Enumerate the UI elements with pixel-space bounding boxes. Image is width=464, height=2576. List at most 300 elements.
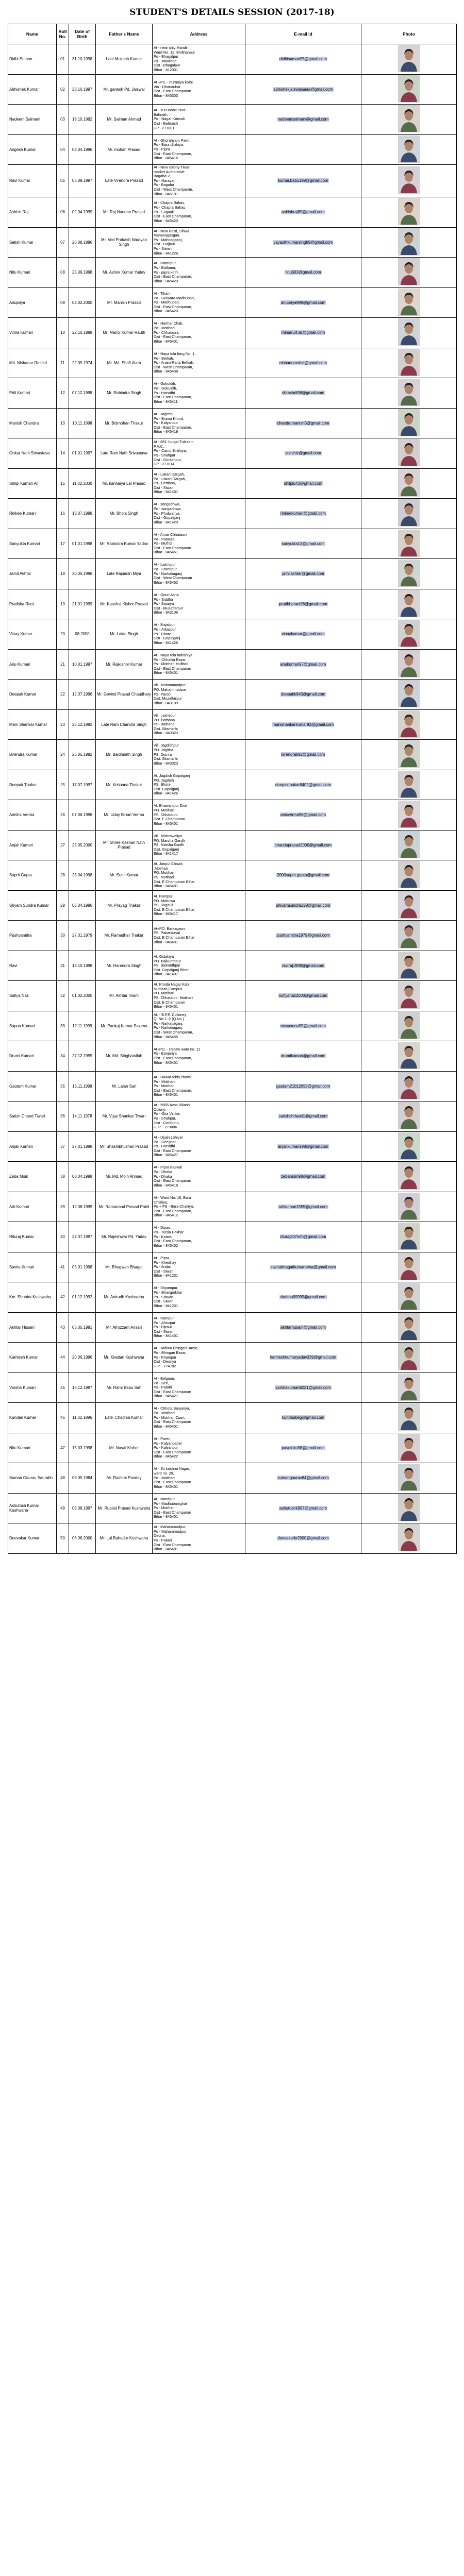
email-link[interactable]: akhtarhusain@gmail.com [280,1325,326,1330]
email-cell [245,1101,361,1132]
roll-number: 03 [57,105,69,135]
email-link[interactable]: raviraj1998@gmail.com [281,963,325,968]
email-cell [245,709,361,740]
email-link[interactable]: sanyukta13@gmail.com [281,541,325,546]
email-link[interactable]: deepakk943@gmail.com [281,692,325,697]
address: At - Amar Chhatauni Po - Pataura Ps - Mufhdi Dist - East Champaran Bihar - 845451 [153,529,245,559]
father-name: Mr. Pankaj Kumar Saxena [96,1011,153,1041]
email-link[interactable]: pavelnitu98@gmail.com [281,1445,325,1450]
email-link[interactable]: vinaykumar@gmail.com [281,632,325,637]
student-photo [398,710,420,738]
address: At - near shiv Mandir, Ward No. 12, Bhikhanpur Po - Bhagalpur Ps - Jokarbad Dist - Bhagalpur Bihar - 812001 [153,44,245,75]
email-link[interactable]: drumikumari@gmail.com [280,1054,326,1059]
date-of-birth: 10.11.1998 [69,408,96,438]
table-row [8,1192,457,1222]
email-link[interactable]: pratibharani98@gmail.com [279,601,327,606]
address: At - Belgaon, Po - Beri, Ps - Patahi Dist - East Champaran Bihar - 845421 [153,1372,245,1403]
photo-cell [361,134,457,165]
email-cell [245,44,361,75]
student-photo [398,620,420,647]
father-name: Mr. Rami Babu Sah [96,1372,153,1403]
shoulders-shape [401,122,417,132]
table-row [8,287,457,318]
email-cell [245,378,361,409]
shoulders-shape [401,998,417,1008]
person-silhouette-icon [399,289,419,315]
father-name: Mr. Salman Ahmad [96,105,153,135]
photo-cell [361,1312,457,1343]
shoulders-shape [401,183,417,193]
table-row [8,438,457,469]
table-row [8,649,457,680]
father-name: Mr. Md. Shafi Alam [96,348,153,378]
shoulders-shape [401,516,417,526]
photo-cell [361,318,457,348]
email-link[interactable]: anukumari97@gmail.com [280,662,326,667]
father-name: Mr. Shashibhushan Prasad [96,1131,153,1162]
person-silhouette-icon [399,439,419,466]
student-photo [398,135,420,163]
email-link[interactable]: rinkeekumari@gmail.com [280,511,326,516]
father-name: Mr. Anirudh Kushwaha [96,1282,153,1313]
roll-number: 32 [57,981,69,1011]
student-name: Pushyamitra [8,921,57,951]
email-cell [245,468,361,499]
person-silhouette-icon [399,560,419,586]
father-name: Mr. Krishana Thakur [96,770,153,800]
table-row [8,1433,457,1463]
father-name: Mr. Kirattan Kushwaha [96,1343,153,1373]
shoulders-shape [401,1029,417,1039]
address: At - Ghorahyam Pakri, Po - Bara chakiya, Ps - Pipra Dist - East Champaran, Bihar - 845416 [153,134,245,165]
roll-number: 31 [57,951,69,981]
student-photo [398,1253,420,1280]
shoulders-shape [401,938,417,948]
address: At - Tadiwa Bhingari Bazar, Po - Bhingari Bazar, Ps - Khampar Dist - Deoriya U.P. - 274702 [153,1343,245,1373]
date-of-birth: 05.09.1997 [69,165,96,197]
father-name: Mr. Rabindra Kumar Yadav [96,529,153,559]
date-of-birth: 12.08.1999 [69,1192,96,1222]
table-row [8,680,457,710]
date-of-birth: 27.07.1997 [69,1222,96,1252]
photo-cell [361,1433,457,1463]
email-link[interactable]: artikumari1555@gmail.com [278,1204,328,1209]
photo-cell [361,1282,457,1313]
person-silhouette-icon [399,741,419,767]
email-link[interactable]: savitabhagatkumarisiwa@gmail.com [270,1264,336,1269]
shoulders-shape [401,1451,417,1461]
email-link[interactable]: anisverma96@gmail.com [280,812,326,818]
student-photo [398,409,420,436]
father-name: Mr. Kaushal Kishor Prasad [96,589,153,619]
student-photo [398,1223,420,1250]
roll-number: 01 [57,44,69,75]
father-name: Late Ram Nath Srivastava [96,438,153,469]
table-row [8,1493,457,1523]
father-name: Mr. Md. Moin Ahmad [96,1162,153,1192]
student-name: Savita Kumari [8,1252,57,1282]
student-photo [398,590,420,617]
table-row [8,408,457,438]
student-name: Sapna Kumari [8,1011,57,1041]
address: At +Po. - Puraniya kothi, Via - Dhanauhar Dist - East Champaran Bihar - 845303 [153,74,245,105]
email-link[interactable]: vayasthkumarsingh9@gmail.com [273,240,333,245]
roll-number: 22 [57,680,69,710]
email-link[interactable]: didhisuman95@gmail.com [279,57,327,61]
email-cell [245,770,361,800]
father-name: Mr. Rashmi Pandey [96,1463,153,1494]
email-link[interactable]: ashishraj89@gmail.com [281,210,325,215]
shoulders-shape [401,908,417,918]
email-link[interactable]: anupriya999@gmail.com [280,300,326,305]
table-row [8,165,457,197]
table-row [8,134,457,165]
shoulders-shape [401,727,417,737]
father-name: Late Rajuddin Miya [96,559,153,589]
father-name: Mr. Baidhnath Singh [96,740,153,770]
roll-number: 30 [57,921,69,951]
student-photo [398,1403,420,1431]
photo-cell [361,951,457,981]
email-link[interactable]: satishchtiwari1@gmail.com [278,1114,328,1119]
shoulders-shape [401,335,417,345]
date-of-birth: 07.06.1996 [69,800,96,831]
address: At. Bhawanipur Zirat PO. Motihari PS. Chhatauni Dist. E Champaran Bihar - 845401 [153,800,245,831]
photo-cell [361,348,457,378]
father-name: Mr. Sunil Kumar [96,860,153,891]
shoulders-shape [401,1420,417,1430]
address: At - Ward No. 16, Bara Chakiya, Po + PS - Bara Chakiya, Dist - East Champaran, Bihar - 845412 [153,1192,245,1222]
student-photo [398,1072,420,1099]
shoulders-shape [401,818,417,827]
table-row [8,1372,457,1403]
email-link[interactable]: jamilakhtar@gmail.com [282,571,324,577]
father-name: Mr. Ramanand Prasad Patel [96,1192,153,1222]
roll-number: 15 [57,468,69,499]
shoulders-shape [401,878,417,888]
date-of-birth: 17.07.1997 [69,770,96,800]
email-cell [245,951,361,981]
student-photo [398,349,420,376]
student-name: Km. Shobha Kushwaha [8,1282,57,1313]
date-of-birth: 26.08.1996 [69,227,96,258]
address: At - New colony Tiwari market Authorative Bagaha-2, Po - Narayan, Ps - Bagaha Dist - West Champaran, Bihar - 845101 [153,165,245,197]
person-silhouette-icon [399,379,419,405]
table-row [8,1222,457,1252]
photo-cell [361,1071,457,1101]
email-link[interactable]: deevakarkr2000@gmail.com [277,1536,329,1541]
table-row [8,468,457,499]
date-of-birth: 08.04.1998 [69,1162,96,1192]
person-silhouette-icon [399,982,419,1008]
roll-number: 40 [57,1222,69,1252]
email-cell [245,408,361,438]
email-link[interactable]: ashutoshk997@gmail.com [279,1505,327,1511]
email-link[interactable]: shrashrit98@gmail.com [281,391,324,396]
shoulders-shape [401,1330,417,1340]
photo-cell [361,709,457,740]
email-link[interactable]: anjalikumaris98@gmail.com [278,1144,328,1149]
address: At - 5665 Avas Vikash Colony, Po - Gita Vatika, Ps - Shahpur, Dist - Gorkhpur, U. P. - 273006 [153,1101,245,1132]
email-link[interactable]: 2000suprit.gupta@gmail.com [277,873,329,878]
photo-cell [361,1372,457,1403]
roll-number: 09 [57,287,69,318]
date-of-birth: 25.12.1992 [69,709,96,740]
shoulders-shape [401,1511,417,1521]
date-of-birth: 20.06.1996 [69,1343,96,1373]
address: At - Laxmipur, Po - Laxmipur, Ps - Narkatiaganj Dist - West Champaran Bihar - 845452 [153,559,245,589]
email-link[interactable]: mssaxena99@gmail.com [280,1023,326,1028]
table-row [8,227,457,258]
date-of-birth: 12.07.1996 [69,680,96,710]
email-link[interactable]: shilpiu43@gmail.com [284,481,323,486]
student-photo [398,680,420,707]
roll-number: 26 [57,800,69,831]
photo-cell [361,165,457,197]
email-cell [245,680,361,710]
photo-cell [361,559,457,589]
email-cell [245,800,361,831]
header-dob: Date of Birth [69,24,96,44]
email-link[interactable]: nadeemsalmani@gmail.com [277,117,329,122]
email-link[interactable]: sumangaurav84@gmail.com [277,1476,329,1481]
shoulders-shape [401,426,417,436]
father-name: Mr. Uday Bihari Verma [96,800,153,831]
email-link[interactable]: chandramanish5@gmail.com [277,420,329,426]
student-name: Onkar Nath Srivastava [8,438,57,469]
table-row [8,197,457,228]
student-photo [398,1464,420,1491]
email-link[interactable]: gautam21012099@gmail.com [276,1083,330,1089]
email-link[interactable]: shivamsundra299@gmail.com [276,903,330,908]
student-name: Nitu Kumari [8,258,57,288]
table-row [8,1282,457,1313]
email-link[interactable]: shobha09999@gmail.com [279,1295,327,1300]
address: At - Gokuldih, Po - Gokuldih, Ps - Harsidhi Dist - East Champaran, Bihar - 845411 [153,378,245,409]
father-name: Mr. mohan Prasad [96,134,153,165]
student-name: Anu Kumari [8,649,57,680]
photo-cell [361,438,457,469]
photo-cell [361,197,457,228]
table-row [8,1131,457,1162]
email-link[interactable]: varshakumari8221@gmail.com [275,1385,331,1390]
table-row [8,74,457,105]
page-title: STUDENT'S DETAILS SESSION (2017-18) [129,7,335,18]
student-name: Abhishek Kumar [8,74,57,105]
email-link[interactable]: kamleshkumaryadav339@gmail.com [270,1355,336,1360]
person-silhouette-icon [399,229,419,255]
student-name: Sanyukta Kumari [8,529,57,559]
email-link[interactable]: pushyamitra1979@gmail.com [276,933,330,938]
roll-number: 19 [57,589,69,619]
student-name: Anupriya [8,287,57,318]
student-name: Suman Gaurav Saurabh [8,1463,57,1494]
email-cell [245,74,361,105]
email-cell [245,1252,361,1282]
student-photo [398,105,420,132]
father-name: Mr. Afrozzam Ansari [96,1312,153,1343]
email-cell [245,1192,361,1222]
student-photo [398,981,420,1009]
father-name: Mr. Ved Prakash Narayan Singh [96,227,153,258]
roll-number: 44 [57,1343,69,1373]
email-link[interactable]: kundanbeg@gmail.com [281,1415,325,1420]
table-row [8,559,457,589]
student-photo [398,530,420,557]
student-photo [398,560,420,587]
table-row [8,1403,457,1433]
student-photo [398,1042,420,1069]
date-of-birth: 27.12.1999 [69,1041,96,1072]
email-link[interactable]: chandaprasad2000@gmail.com [274,842,332,848]
student-name: Vinay Kumar [8,619,57,650]
student-photo [398,499,420,527]
roll-number: 06 [57,197,69,228]
address: Vill. Laxmipur PO. Bathana PS. Bathana Dist. Sitamarhi Bihar - 843323 [153,709,245,740]
address: At. Rampur PO. Mahuwa PS. Sugauli Dist. E Champaran Bihar Bihar - 845417 [153,890,245,921]
person-silhouette-icon [399,167,419,193]
student-photo [398,861,420,888]
email-cell [245,1433,361,1463]
roll-number: 38 [57,1162,69,1192]
email-link[interactable] [303,147,304,152]
student-photo [398,831,420,858]
photo-cell [361,468,457,499]
shoulders-shape [401,366,417,376]
person-silhouette-icon [399,530,419,556]
address: At. Jagdish Gopalganj PO. Jagdish PS. Bhore Dist. Gopalganj Bihar - 841426 [153,770,245,800]
student-name: Suprit Gupta [8,860,57,891]
date-of-birth: 26.05.1992 [69,740,96,770]
email-link[interactable]: mlmarurt.ali@gmail.com [281,330,325,335]
email-link[interactable]: abhishekjaiswalaaaa@gmail.com [273,87,333,92]
table-row [8,589,457,619]
email-link[interactable]: zebamoin98@gmail.com [281,1174,325,1179]
table-row [8,499,457,529]
shoulders-shape [401,1179,417,1189]
student-photo [398,771,420,798]
student-name: Didhi Suman [8,44,57,75]
person-silhouette-icon [399,1495,419,1521]
roll-number: 05 [57,165,69,197]
table-row [8,860,457,891]
person-silhouette-icon [399,1193,419,1219]
student-name: Manish Chandra [8,408,57,438]
student-details-table [8,24,457,1554]
student-photo [398,1193,420,1220]
student-name: Ashutosh Kumar Kushwaha [8,1493,57,1523]
email-cell [245,1222,361,1252]
student-name: Jamil Akhtar [8,559,57,589]
header-email: E-mail id [245,24,361,44]
photo-cell [361,1011,457,1041]
date-of-birth: 15.11.1999 [69,1071,96,1101]
photo-cell [361,1131,457,1162]
student-name: Deepak Kumar [8,680,57,710]
shoulders-shape [401,667,417,677]
photo-cell [361,1101,457,1132]
photo-cell [361,860,457,891]
email-cell [245,981,361,1011]
email-link[interactable]: nishanurashid@gmail.com [279,360,327,365]
student-name: Shyam Sundra Kumar [8,890,57,921]
student-name: Rinkee Kumari [8,499,57,529]
father-name: Mr. Lalan Sah [96,1071,153,1101]
father-name: Mr. Prayag Thakur [96,890,153,921]
roll-number: 13 [57,408,69,438]
father-name: Mr. Bhagwan Bhagat [96,1252,153,1282]
roll-number: 39 [57,1192,69,1222]
shoulders-shape [401,697,417,707]
student-photo [398,439,420,466]
header-name: Name [8,24,57,44]
table-row [8,890,457,921]
shoulders-shape [401,757,417,767]
address: At - Mahammadpur, Po - Mahammadpur Deoria, Ps - Pakari Dist - East Champaran Bihar - 845401 [153,1523,245,1554]
father-name: Mr. Manoj Kumar Rauth [96,318,153,348]
student-name: Priti Kumari [8,378,57,409]
email-link[interactable]: manishankarkumar92@gmail.com [272,722,334,727]
email-link[interactable]: nitu563@gmail.com [285,270,321,275]
email-link[interactable]: srv.shiv@gmail.com [285,451,321,456]
student-name: Anjali Kumari [8,1131,57,1162]
email-link[interactable]: kumar.babu199@gmail.com [278,178,328,183]
email-link[interactable]: rituraj307mth@gmail.com [280,1234,326,1240]
address: At - Shyampur, Po - Bhanjpokhar Ps - Siswan Dist - Siwan Bihar - 841231 [153,1282,245,1313]
student-name: Varsha Kumari [8,1372,57,1403]
student-name: Anjali Kumari [8,830,57,860]
table-row [8,951,457,981]
student-name: Ravi Kumar [8,165,57,197]
person-silhouette-icon [399,922,419,948]
student-photo [398,801,420,828]
email-link[interactable]: birendrak92@gmail.com [281,752,325,757]
email-link[interactable]: sufiyanaz2000@gmail.com [279,993,327,998]
email-cell [245,1463,361,1494]
person-silhouette-icon [399,259,419,285]
date-of-birth: 05.04.1996 [69,890,96,921]
address: At. - B.P.F. Colloney Q. No. L-2 (Q.No.) Po - Narkatiaganj, Ps - Narkatiaganj, Dist - West Champaran, Bihar - 845455 [153,1011,245,1041]
table-row [8,348,457,378]
shoulders-shape [401,1270,417,1280]
shoulders-shape [401,275,417,285]
table-row [8,44,457,75]
table-row [8,1463,457,1494]
father-name: Mr. Brijmohan Thakur [96,408,153,438]
date-of-birth: 14.11.1978 [69,1101,96,1132]
date-of-birth: 23.10.1997 [69,74,96,105]
shoulders-shape [401,215,417,225]
father-name: Late Ram Chandra Singh [96,709,153,740]
person-silhouette-icon [399,832,419,858]
student-photo [398,650,420,677]
student-name: Akhtar Husain [8,1312,57,1343]
email-cell [245,1041,361,1072]
shoulders-shape [401,306,417,315]
roll-number: 41 [57,1252,69,1282]
father-name: Mr. Harendra Singh [96,951,153,981]
date-of-birth: 13.07.1998 [69,499,96,529]
student-name: Kundan Kumar [8,1403,57,1433]
shoulders-shape [401,1240,417,1249]
email-cell [245,258,361,288]
address: At - Gouri Asna Po - Siddha Ps - Saraiya Dist - Muzaffarpur Bihar - 843106 [153,589,245,619]
date-of-birth: 08.2000 [69,619,96,650]
photo-cell [361,378,457,409]
email-cell [245,740,361,770]
roll-number: 43 [57,1312,69,1343]
email-link[interactable]: deepakthakur8402@gmail.com [275,782,332,787]
